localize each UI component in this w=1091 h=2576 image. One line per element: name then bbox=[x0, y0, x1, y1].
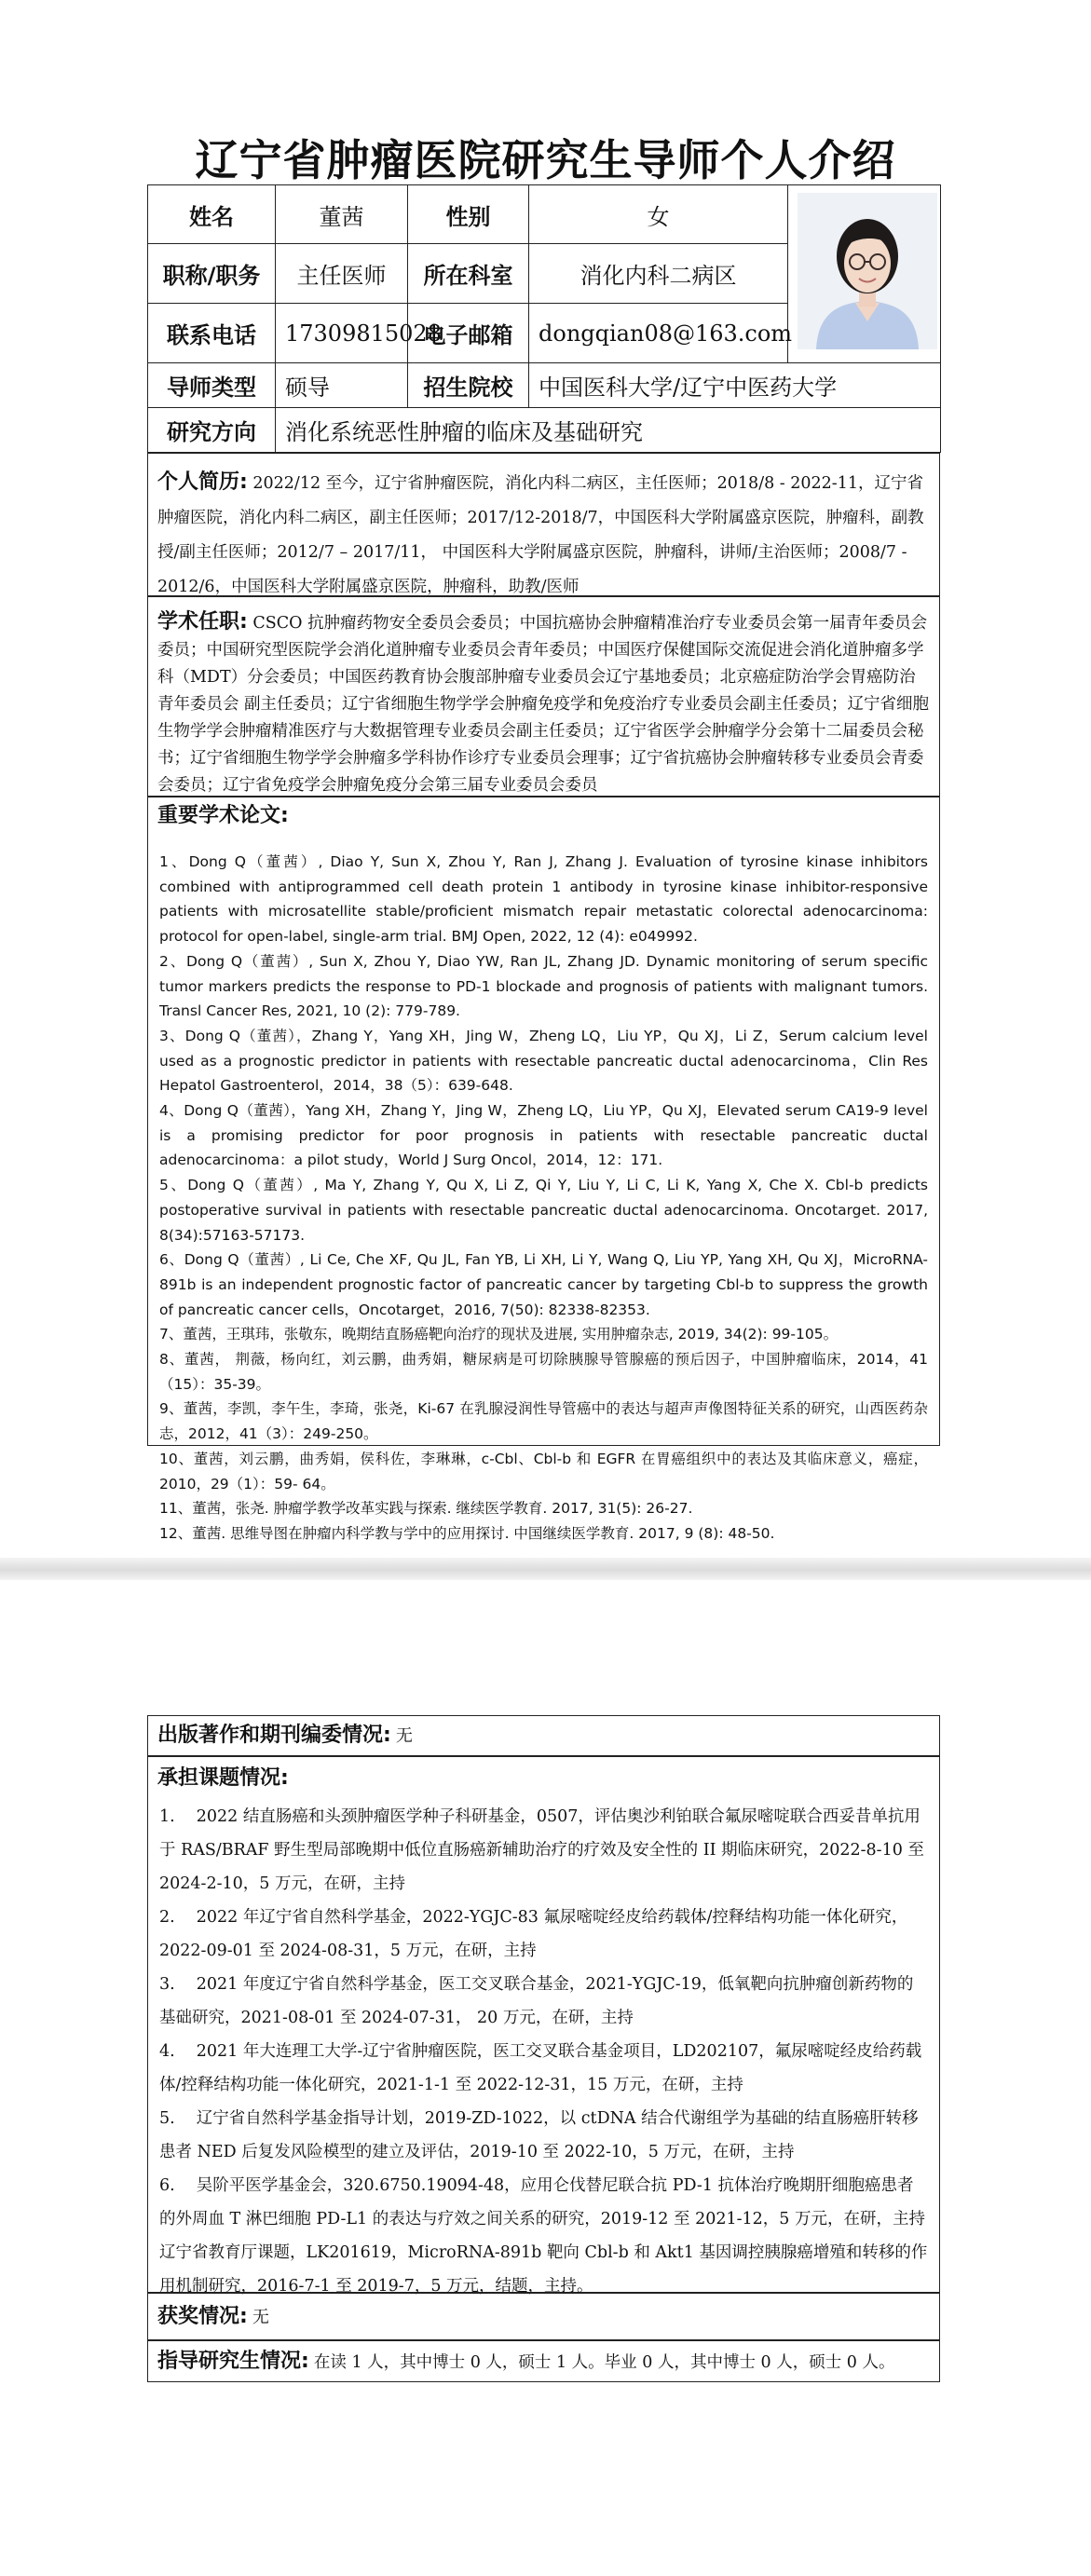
gender-value: 女 bbox=[529, 185, 788, 244]
name-value: 董茜 bbox=[276, 185, 408, 244]
list-item: 2、Dong Q（董茜）, Sun X, Zhou Y, Diao YW, Ran JL, Zhang JD. Dynamic monitoring of serum specific tumor markers predicts the response to PD-1 blockade and prognosis of patients with malignant tumors. Transl Cancer Res, 2021, 10 (2): 779-789. bbox=[159, 952, 928, 1020]
list-item: 3. 2021 年度辽宁省自然科学基金，医工交叉联合基金，2021-YGJC-19，低氧靶向抗肿瘤创新药物的基础研究，2021-08-01 至 2024-07-31， 20 万元，在研，主持 bbox=[159, 1975, 914, 2027]
projects-section bbox=[147, 1756, 940, 2296]
list-item: 12、董茜. 思维导图在肿瘤内科学教与学中的应用探讨. 中国继续医学教育. 2017, 9 (8): 48-50. bbox=[159, 1524, 775, 1542]
bio-text: 2022/12 至今，辽宁省肿瘤医院，消化内科二病区，主任医师；2018/8 - 2022-11，辽宁省肿瘤医院，消化内科二病区，副主任医师；2017/12-2018/7，中国医科大学附属盛京医院，肿瘤科，副教授/副主任医师；2012/7 – 2017/11， 中国医科大学附属盛京医院，肿瘤科，讲师/主治医师；2008/7 - 2012/6，中国医科大学附属盛京医院，肿瘤科，助教/医师 bbox=[157, 474, 924, 596]
name-label: 姓名 bbox=[148, 185, 276, 244]
project-list bbox=[148, 1800, 939, 2303]
email-value: dongqian08@163.com bbox=[529, 304, 788, 363]
publications-label: 出版著作和期刊编委情况: bbox=[157, 1724, 391, 1747]
students-label: 指导研究生情况: bbox=[157, 2350, 309, 2373]
awards-text: 无 bbox=[252, 2308, 269, 2327]
school-label: 招生院校 bbox=[408, 363, 529, 408]
bio-label: 个人简历: bbox=[157, 470, 248, 494]
list-item: 9、董茜，李凯，李午生，李琦，张尧，Ki-67 在乳腺浸润性导管癌中的表达与超声声像图特征关系的研究，山西医药杂志，2012，41（3）：249-250。 bbox=[159, 1400, 928, 1443]
list-item: 7、董茜，王琪玮，张敬东，晚期结直肠癌靶向治疗的现状及进展, 实用肿瘤杂志, 2019, 34(2): 99-105。 bbox=[159, 1326, 839, 1343]
title-label: 职称/职务 bbox=[148, 244, 276, 304]
mentor-type-value: 硕导 bbox=[276, 363, 408, 408]
list-item: 5. 辽宁省自然科学基金指导计划，2019-ZD-1022，以 ctDNA 结合代谢组学为基础的结直肠癌肝转移患者 NED 后复发风险模型的建立及评估，2019-10 至 2022-10，5 万元，在研，主持 bbox=[159, 2109, 919, 2161]
list-item: 5、Dong Q（董茜）, Ma Y, Zhang Y, Qu X, Li Z, Qi Y, Liu Y, Li C, Li K, Yang X, Che X. Cbl-b predicts postoperative survival in patients with resectable pancreatic ductal adenocarcinoma. Oncotarget. 2017, 8(34):57163-57173. bbox=[159, 1177, 928, 1244]
academic-label: 学术任职: bbox=[157, 610, 248, 634]
students-section bbox=[147, 2340, 940, 2382]
email-label: 电子邮箱 bbox=[408, 304, 529, 363]
list-item: 2. 2022 年辽宁省自然科学基金，2022-YGJC-83 氟尿嘧啶经皮给药载体/控释结构功能一体化研究，2022-09-01 至 2024-08-31，5 万元，在研，主持 bbox=[159, 1908, 908, 1960]
list-item: 辽宁省教育厅课题，LK201619，MicroRNA-891b 靶向 Cbl-b 和 Akt1 基因调控胰腺癌增殖和转移的作用机制研究，2016-7-1 至 2019-7，5 万元，结题，主持。 bbox=[159, 2243, 928, 2296]
profile-table bbox=[147, 184, 941, 453]
dept-value: 消化内科二病区 bbox=[529, 244, 788, 304]
academic-section bbox=[147, 596, 940, 797]
phone-value: 17309815028 bbox=[276, 304, 408, 363]
list-item: 8、董茜， 荆薇，杨向红，刘云鹏，曲秀娟，糖尿病是可切除胰腺导管腺癌的预后因子，中国肿瘤临床，2014，41（15）：35-39。 bbox=[159, 1351, 928, 1393]
page-divider bbox=[0, 1558, 1091, 1580]
school-value: 中国医科大学/辽宁中医药大学 bbox=[529, 363, 941, 408]
list-item: 4. 2021 年大连理工大学-辽宁省肿瘤医院，医工交叉联合基金项目，LD202107，氟尿嘧啶经皮给药载体/控释结构功能一体化研究，2021-1-1 至 2022-12-31，15 万元，在研，主持 bbox=[159, 2042, 922, 2094]
publications-text: 无 bbox=[395, 1726, 413, 1746]
awards-label: 获奖情况: bbox=[157, 2305, 248, 2328]
paper-list bbox=[148, 850, 939, 1547]
gender-label: 性别 bbox=[408, 185, 529, 244]
papers-label: 重要学术论文: bbox=[157, 804, 289, 827]
page-title: 辽宁省肿瘤医院研究生导师个人介绍 bbox=[195, 135, 896, 185]
list-item: 3、Dong Q（董茜），Zhang Y，Yang XH，Jing W，Zheng LQ，Liu YP，Qu XJ，Li Z，Serum calcium level used as a prognostic predictor in patients with resectable pancreatic ductal adenocarcinoma，Clin Res Hepatol Gastroenterol，2014，38（5）：639-648. bbox=[159, 1027, 928, 1095]
list-item: 4、Dong Q（董茜），Yang XH，Zhang Y，Jing W，Zheng LQ，Liu YP，Qu XJ，Elevated serum CA19-9 level is a promising predictor for poor prognosis in patients with resectable pancreatic ductal adenocarcinoma：a pilot study，World J Surg Oncol，2014，12：171. bbox=[159, 1102, 928, 1169]
papers-section bbox=[147, 797, 940, 1542]
publications-section bbox=[147, 1715, 940, 1756]
title-value: 主任医师 bbox=[276, 244, 408, 304]
list-item: 1、Dong Q（董茜）, Diao Y, Sun X, Zhou Y, Ran J, Zhang J. Evaluation of tyrosine kinase inhibitors combined with antiprogrammed cell death protein 1 antibody in tyrosine kinase inhibitor-responsive patients with microsatellite stable/proficient mismatch repair metastatic colorectal adenocarcinoma: protocol for open-label, single-arm trial. BMJ Open, 2022, 12 (4): e049992. bbox=[159, 853, 928, 946]
phone-label: 联系电话 bbox=[148, 304, 276, 363]
list-item: 6、Dong Q（董茜）, Li Ce, Che XF, Qu JL, Fan YB, Li XH, Li Y, Wang Q, Liu YP, Yang XH, Qu XJ，MicroRNA-891b is an independent prognostic factor of pancreatic cancer by targeting Cbl-b to suppress the growth of pancreatic cancer cells，Oncotarget，2016, 7(50): 82338-82353. bbox=[159, 1251, 928, 1318]
awards-section bbox=[147, 2293, 940, 2340]
list-item: 10、董茜，刘云鹏，曲秀娟，侯科佐，李琳琳，c-Cbl、Cbl-b 和 EGFR 在胃癌组织中的表达及其临床意义，癌症，2010，29（1）：59- 64。 bbox=[159, 1450, 928, 1492]
students-text: 在读 1 人，其中博士 0 人，硕士 1 人。毕业 0 人，其中博士 0 人，硕士 0 人。 bbox=[313, 2353, 895, 2372]
mentor-type-label: 导师类型 bbox=[148, 363, 276, 408]
projects-label: 承担课题情况: bbox=[157, 1766, 289, 1790]
research-value: 消化系统恶性肿瘤的临床及基础研究 bbox=[276, 408, 941, 453]
dept-label: 所在科室 bbox=[408, 244, 529, 304]
list-item: 11、董茜，张尧. 肿瘤学教学改革实践与探索. 继续医学教育. 2017, 31(5): 26-27. bbox=[159, 1500, 693, 1518]
photo-cell bbox=[788, 185, 941, 363]
academic-text: CSCO 抗肿瘤药物安全委员会委员；中国抗癌协会肿瘤精准治疗专业委员会第一届青年委员会委员；中国研究型医院学会消化道肿瘤专业委员会青年委员；中国医疗保健国际交流促进会消化道肿瘤多学科（MDT）分会委员；中国医药教育协会腹部肿瘤专业委员会辽宁基地委员；北京癌症防治学会胃癌防治青年委员会 副主任委员；辽宁省细胞生物学学会肿瘤免疫学和免疫治疗专业委员会副主任委员；辽宁省细胞生物学学会肿瘤精准医疗与大数据管理专业委员会副主任委员；辽宁省医学会肿瘤学分会第十二届委员会秘书；辽宁省细胞生物学学会肿瘤多学科协作诊疗专业委员会理事；辽宁省抗癌协会肿瘤转移专业委员会青委会委员；辽宁省免疫学会肿瘤免疫分会第三届专业委员会委员 bbox=[157, 614, 930, 795]
list-item: 1. 2022 结直肠癌和头颈肿瘤医学种子科研基金，0507，评估奥沙利铂联合氟尿嘧啶联合西妥昔单抗用于 RAS/BRAF 野生型局部晚期中低位直肠癌新辅助治疗的疗效及安全性的 II 期临床研究，2022-8-10 至 2024-2-10，5 万元，在研，主持 bbox=[159, 1807, 924, 1893]
research-label: 研究方向 bbox=[148, 408, 276, 453]
bio-section bbox=[147, 453, 940, 596]
list-item: 6. 吴阶平医学基金会，320.6750.19094-48，应用仑伐替尼联合抗 PD-1 抗体治疗晚期肝细胞癌患者的外周血 T 淋巴细胞 PD-L1 的表达与疗效之间关系的研究，2019-12 至 2021-12，5 万元，在研，主持 bbox=[159, 2176, 925, 2228]
avatar bbox=[798, 193, 937, 349]
